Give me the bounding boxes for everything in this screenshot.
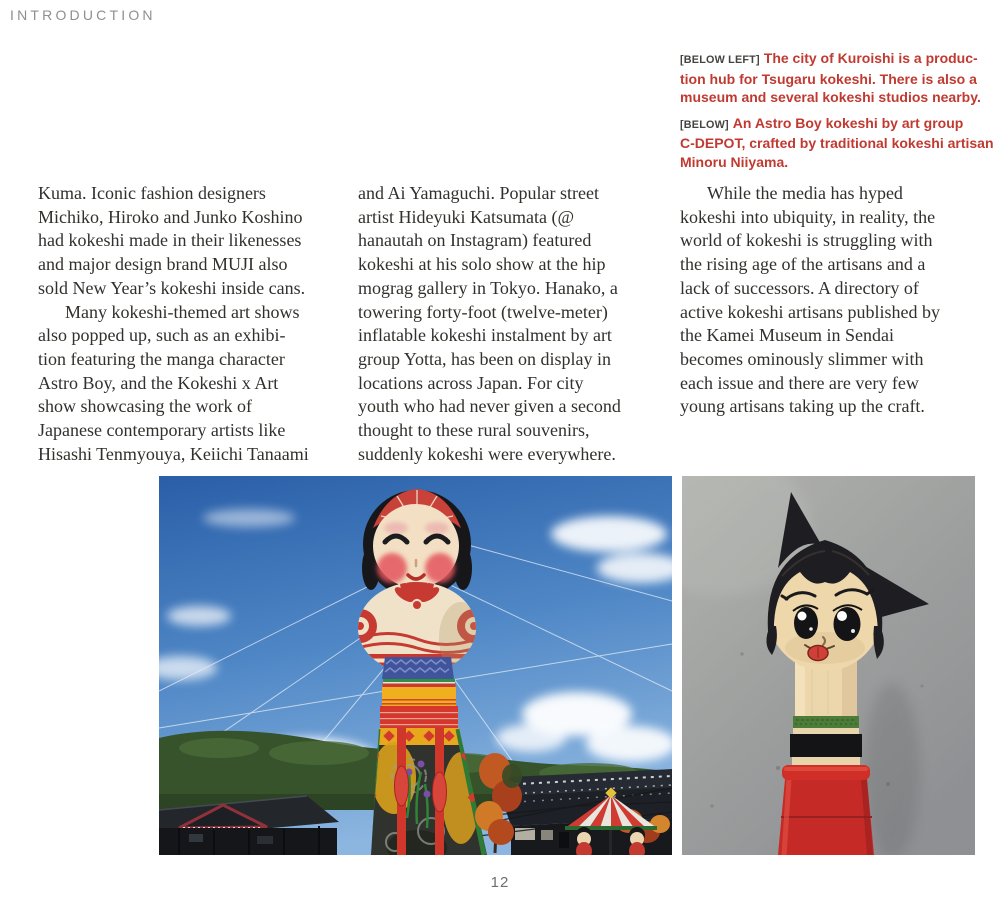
caption-line: tion hub for Tsugaru kokeshi. There is also a <box>680 70 977 87</box>
text-line: Kuma. Iconic fashion designers <box>38 183 266 203</box>
text-line: tion featuring the manga character <box>38 348 285 369</box>
text-line: thought to these rural souvenirs, <box>358 420 590 441</box>
text-line: the Kamei Museum in Sendai <box>680 325 894 346</box>
caption-line: museum and several kokeshi studios nearby. <box>680 89 981 106</box>
column-1 <box>38 182 340 466</box>
text-line: young artisans taking up the craft. <box>680 396 925 417</box>
text-line: Michiko, Hiroko and Junko Koshino <box>38 206 303 227</box>
text-line: and major design brand MUJI also <box>38 254 288 275</box>
text-line: mograg gallery in Tokyo. Hanako, a <box>358 277 618 298</box>
page-number: 12 <box>490 874 510 891</box>
caption-tag: [BELOW LEFT] <box>680 54 760 66</box>
text-line: had kokeshi made in their likenesses <box>38 230 302 251</box>
text-line: Astro Boy, and the Kokeshi x Art <box>38 372 279 393</box>
caption-line: Minoru Niiyama. <box>680 153 789 170</box>
column-2 <box>358 182 660 466</box>
text-line: active kokeshi artisans published by <box>680 301 940 322</box>
text-line: Many kokeshi-themed art shows <box>65 301 300 322</box>
text-line: youth who had never given a second <box>358 396 621 417</box>
text-line: sold New Year’s kokeshi inside cans. <box>38 277 306 298</box>
caption-line: [BELOW] An Astro Boy kokeshi by art group <box>680 114 964 131</box>
text-line: each issue and there are very few <box>680 372 919 393</box>
text-line: world of kokeshi is struggling with <box>680 230 933 251</box>
captions-block <box>680 49 994 179</box>
photo-caption <box>680 49 988 107</box>
text-line: kokeshi at his solo show at the hip <box>358 254 606 275</box>
text-line: lack of successors. A directory of <box>680 277 919 298</box>
text-line: towering forty-foot (twelve-meter) <box>358 301 608 322</box>
text-line: and Ai Yamaguchi. Popular street <box>358 183 599 203</box>
text-line: also popped up, such as an exhibi- <box>38 325 286 346</box>
giant-kokeshi-illustration <box>159 476 672 855</box>
cheek-blush <box>377 553 407 583</box>
black-band <box>790 734 862 757</box>
caption-tag: [BELOW] <box>680 118 729 131</box>
photo-astro-boy-kokeshi <box>682 476 975 855</box>
green-band <box>793 716 859 728</box>
text-line: show showcasing the work of <box>38 396 252 417</box>
text-line: the rising age of the artisans and a <box>680 254 926 275</box>
text-line: Hisashi Tenmyouya, Keiichi Tanaami <box>38 443 309 464</box>
text-line: becomes ominously slimmer with <box>680 348 924 369</box>
caption-line: [BELOW LEFT] The city of Kuroishi is a produc- <box>680 50 978 66</box>
text-line: While the media has hyped <box>707 183 903 203</box>
text-line: group Yotta, has been on display in <box>358 348 611 369</box>
small-kokeshi-doll <box>629 827 645 855</box>
column-3 <box>680 182 982 419</box>
wall-shadow <box>864 683 920 855</box>
text-line: artist Hideyuki Katsumata (@ <box>358 206 575 227</box>
caption-line: C-DEPOT, crafted by traditional kokeshi artisan <box>680 135 994 152</box>
text-line: hanautah on Instagram) featured <box>358 230 592 251</box>
astro-boy-kokeshi-illustration <box>682 476 975 855</box>
text-line: kokeshi into ubiquity, in reality, the <box>680 206 936 227</box>
blue-band <box>382 657 454 679</box>
photo-caption <box>680 114 994 172</box>
text-line: locations across Japan. For city <box>358 372 584 393</box>
text-line: inflatable kokeshi instalment by art <box>358 325 612 346</box>
text-line: suddenly kokeshi were everywhere. <box>358 443 616 464</box>
small-kokeshi-doll <box>576 827 592 855</box>
text-line: Japanese contemporary artists like <box>38 420 286 441</box>
cheek-blush <box>425 553 455 583</box>
section-header: INTRODUCTION <box>10 7 156 23</box>
photo-giant-kokeshi <box>159 476 672 855</box>
